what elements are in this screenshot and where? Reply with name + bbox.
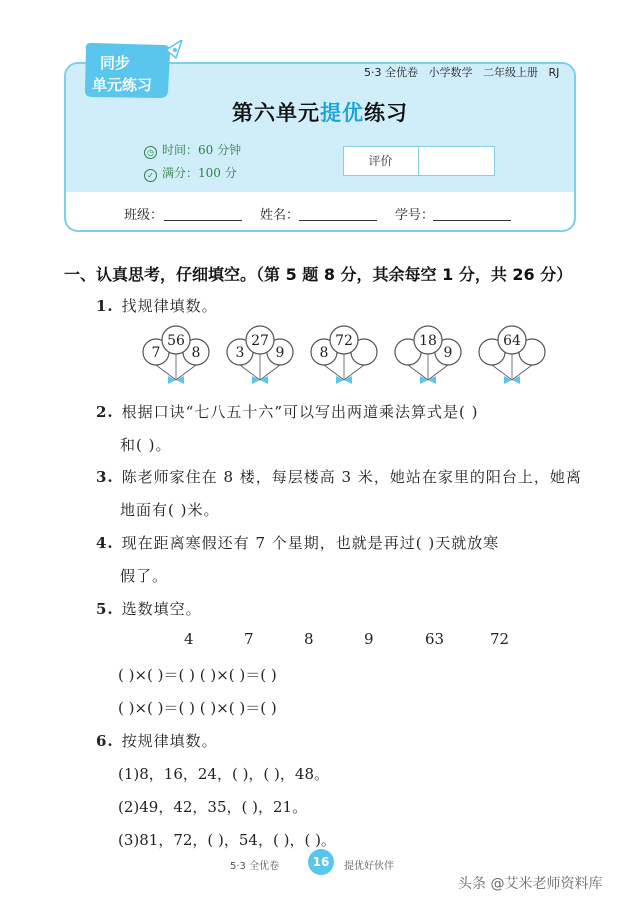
balloon-string <box>344 365 364 380</box>
equation-row-2: ( )×( )＝( ) ( )×( )＝( ) <box>118 699 277 717</box>
page-number: 16 <box>308 849 334 875</box>
balloon-group <box>227 326 293 384</box>
balloon-pattern <box>130 322 550 392</box>
balloon-number: 56 <box>167 333 185 349</box>
page-title <box>0 97 640 127</box>
question-3: 3. 陈老师家住在 8 楼，每层楼高 3 米，她站在家里的阳台上，她离 <box>96 468 582 486</box>
balloon-number: 8 <box>191 345 201 361</box>
class-blank <box>164 220 242 221</box>
question-6: 6. 按规律填数。 <box>96 732 218 750</box>
score-info: ✓ 满分：100 分 <box>144 164 237 182</box>
badge-line1: 同步 <box>100 54 131 72</box>
question-1: 1. 找规律填数。 <box>96 297 218 315</box>
choice-number: 7 <box>244 630 254 648</box>
choice-number: 8 <box>304 630 314 648</box>
section-heading: 一、认真思考，仔细填空。（第 5 题 8 分，其余每空 1 分，共 26 分） <box>64 265 573 284</box>
badge-line2: 单元练习 <box>92 76 153 94</box>
question-3-line2: 地面有( )米。 <box>120 501 220 519</box>
class-label: 班级： <box>124 208 164 223</box>
choice-number: 4 <box>184 630 194 648</box>
balloon-number: 27 <box>251 333 269 349</box>
balloon-number: 3 <box>235 345 245 361</box>
check-icon: ✓ <box>144 169 157 182</box>
balloon-group <box>143 326 209 384</box>
evaluation-label: 评价 <box>343 146 419 176</box>
clock-icon: ◷ <box>144 146 157 159</box>
student-id-label: 学号： <box>395 208 435 223</box>
title-part2: 练习 <box>364 101 408 125</box>
title-part1: 第六单元 <box>232 101 320 125</box>
question-5: 5. 选数填空。 <box>96 600 202 618</box>
question-4: 4. 现在距离寒假还有 7 个星期，也就是再过( )天就放寒 <box>96 534 500 552</box>
watermark: 头条 @艾米老师资料库 <box>458 876 603 892</box>
balloon-number: 64 <box>503 333 521 349</box>
balloon-group <box>311 326 377 384</box>
series-info: 5·3 全优卷 小学数学 二年级上册 RJ <box>364 66 560 79</box>
sequence-1: (1)8，16，24，( )，( )，48。 <box>118 765 329 783</box>
footer-slogan: 提优好伙伴 <box>344 861 394 872</box>
balloon-group <box>395 326 461 384</box>
sequence-3: (3)81，72，( )，54，( )，( )。 <box>118 831 336 849</box>
balloon-number: 72 <box>335 333 353 349</box>
question-2: 2. 根据口诀“七八五十六”可以写出两道乘法算式是( ) <box>96 403 479 421</box>
balloon-number: 18 <box>419 333 437 349</box>
balloon-group <box>479 326 545 384</box>
balloon-string <box>408 365 428 380</box>
balloon-string <box>156 365 176 380</box>
balloon-string <box>428 365 448 380</box>
name-blank <box>299 220 377 221</box>
balloon-string <box>176 365 196 380</box>
student-id-blank <box>433 220 511 221</box>
balloon-string <box>492 365 512 380</box>
balloon-number: 7 <box>151 345 161 361</box>
balloon-string <box>260 365 280 380</box>
balloon-number: 8 <box>319 345 329 361</box>
question-4-line2: 假了。 <box>120 567 169 585</box>
choice-number: 63 <box>425 630 445 648</box>
balloon-string <box>240 365 260 380</box>
sequence-2: (2)49，42，35，( )，21。 <box>118 798 308 816</box>
name-label: 姓名： <box>260 208 300 223</box>
time-info: ◷ 时间：60 分钟 <box>144 141 241 159</box>
question-2-line2: 和( )。 <box>120 436 172 454</box>
choice-number: 72 <box>490 630 510 648</box>
balloon-number: 9 <box>275 345 285 361</box>
title-highlight: 提优 <box>320 101 364 125</box>
balloon-number: 9 <box>443 345 453 361</box>
equation-row-1: ( )×( )＝( ) ( )×( )＝( ) <box>118 666 277 684</box>
choice-number: 9 <box>364 630 374 648</box>
balloon-string <box>324 365 344 380</box>
balloon-string <box>512 365 532 380</box>
footer-brand: 5·3 全优卷 <box>230 861 280 872</box>
